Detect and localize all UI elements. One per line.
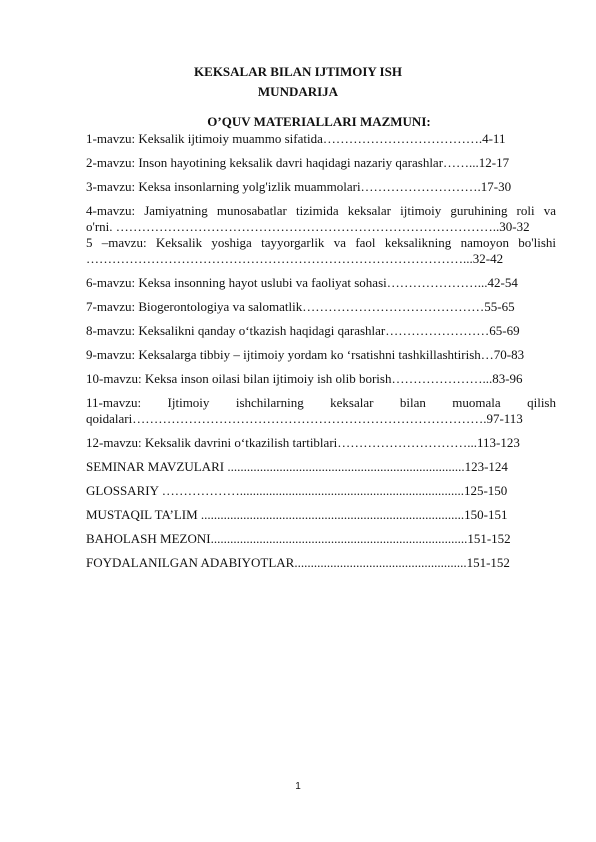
document-title: KEKSALAR BILAN IJTIMOIY ISH: [194, 64, 402, 79]
section-heading: O’QUV MATERIALLARI MAZMUNI:: [207, 114, 431, 129]
toc-entry-11-line-1: 11-mavzu: Ijtimoiy ishchilarning keksalar bilan muomala qilish: [86, 395, 556, 410]
toc-entry-4-line-1: 4-mavzu: Jamiyatning munosabatlar tizimida keksalar ijtimoiy guruhining roli va: [86, 203, 556, 218]
toc-entry-6: 6-mavzu: Keksa insonning hayot uslubi va faoliyat sohasi…………………...42-54: [86, 275, 518, 290]
toc-entry-12: 12-mavzu: Keksalik davrini o‘tkazilish tartiblari…………………………...113-123: [86, 435, 520, 450]
toc-entry-5-line-2: ……………………………………………………………………………...32-42: [86, 251, 504, 266]
toc-entry-1: 1-mavzu: Keksalik ijtimoiy muammo sifatida……………………………….4-11: [86, 131, 506, 146]
toc-entry-independent-study: MUSTAQIL TA’LIM .................................................................................150-151: [86, 507, 508, 522]
toc-entry-5-line-1: 5 –mavzu: Keksalik yoshiga tayyorgarlik va faol keksalikning namoyon bo'lishi: [86, 235, 556, 250]
toc-entry-8: 8-mavzu: Keksalikni qanday o‘tkazish haqidagi qarashlar……………………65-69: [86, 323, 520, 338]
toc-heading: MUNDARIJA: [257, 84, 339, 99]
toc-entry-glossary: GLOSSARIY ……………….....................................................................125-150: [86, 483, 508, 498]
toc-entry-10: 10-mavzu: Keksa inson oilasi bilan ijtimoiy ish olib borish…………………...83-96: [86, 371, 523, 386]
toc-entry-9: 9-mavzu: Keksalarga tibbiy – ijtimoiy yordam ko ‘rsatishni tashkillashtirish…70-83: [86, 347, 525, 362]
page-number: 1: [295, 781, 301, 792]
toc-entry-7: 7-mavzu: Biogerontologiya va salomatlik……………………………………55-65: [86, 299, 515, 314]
toc-entry-seminar: SEMINAR MAVZULARI .........................................................................123-124: [86, 459, 508, 474]
toc-entry-4-line-2: o'rni. ……………………………………………………………………………..30-32: [86, 219, 530, 234]
toc-entry-11-line-2: qoidalari……………………………………………………………………….97-113: [86, 411, 523, 426]
toc-entry-references: FOYDALANILGAN ADABIYOTLAR.....................................................151-152: [86, 555, 510, 570]
toc-entry-3: 3-mavzu: Keksa insonlarning yolg'izlik muammolari……………………….17-30: [86, 179, 512, 194]
toc-entry-assessment: BAHOLASH MEZONI...............................................................................151-152: [86, 531, 511, 546]
toc-entry-2: 2-mavzu: Inson hayotining keksalik davri haqidagi nazariy qarashlar……...12-17: [86, 155, 510, 170]
